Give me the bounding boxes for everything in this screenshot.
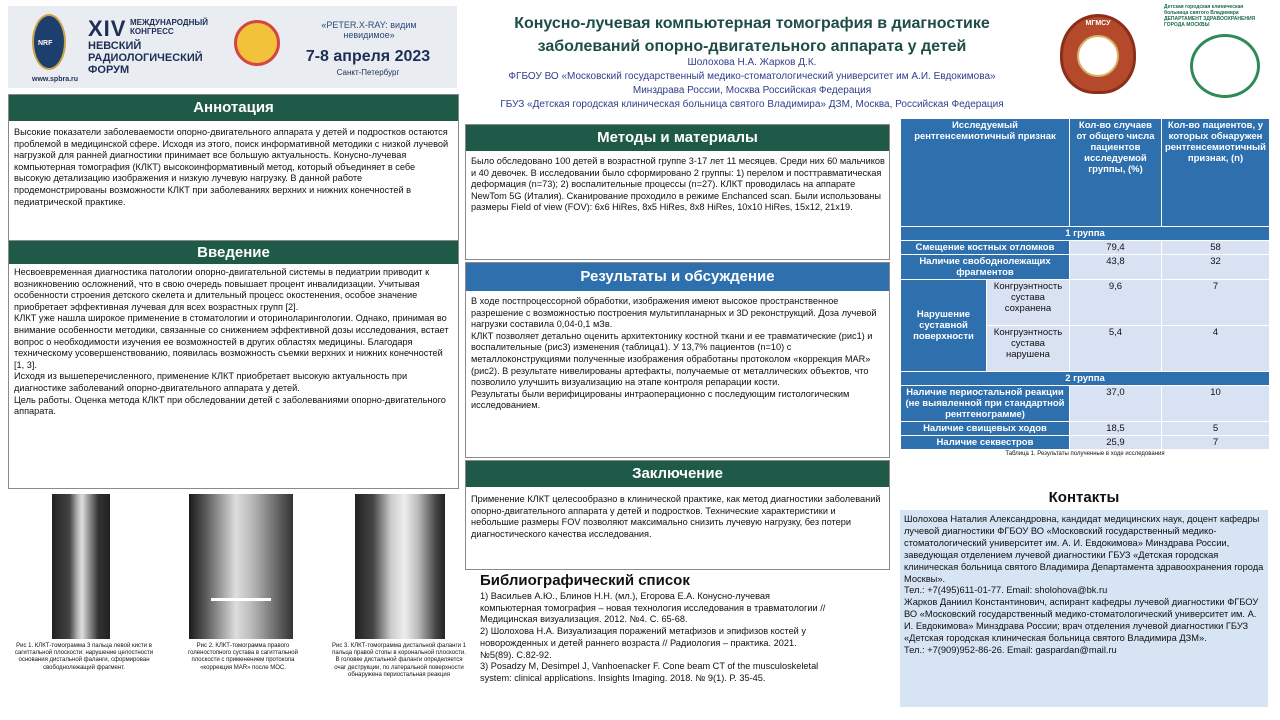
intro-paragraph-4: Цель работы. Оценка метода КЛКТ при обследовании детей с заболеваниями опорно-двигательного аппарата.	[14, 394, 446, 417]
mgmsu-emblem-icon	[1077, 35, 1119, 77]
table-cell-count: 5	[1161, 422, 1269, 436]
results-paragraph-1: В ходе постпроцессорной обработки, изображения имеют высокое пространственное разрешение с возможностью построения мультипланарных и 3D реконструкций. Доза лучевой нагрузки составила 0,04-0,1 мЗв.	[471, 296, 877, 330]
methods-section	[465, 124, 890, 260]
title-line-1: Конусно-лучевая компьютерная томография в диагностике	[514, 15, 990, 32]
congress-label: МЕЖДУНАРОДНЫЙ КОНГРЕСС	[130, 18, 208, 36]
annotation-heading: Аннотация	[9, 95, 458, 121]
table-cell-count: 58	[1161, 241, 1269, 255]
forum-name: НЕВСКИЙ РАДИОЛОГИЧЕСКИЙ ФОРУМ	[88, 40, 203, 76]
forum-city: Санкт-Петербург	[336, 68, 400, 77]
tree-icon	[1190, 34, 1260, 98]
hospital-logo-line-1: Детская городская клиническая	[1164, 4, 1244, 10]
table-cell-count: 32	[1161, 255, 1269, 280]
contact-2-info: Жарков Даниил Константинович, аспирант кафедры лучевой диагностики ФГБОУ ВО «Московский государственный медико-стоматологический университет им. А. И. Евдокимова» Минздрава России; врач отделения лучевой диагностики ГБУЗ «Детская городская клиническая больница святого Владимира ДЗМ».	[904, 597, 1259, 644]
table-cell-percent: 25,9	[1069, 436, 1161, 450]
intro-section	[8, 240, 459, 489]
table-cell-count: 7	[1161, 436, 1269, 450]
table-row-label: Смещение костных отломков	[901, 241, 1070, 255]
table-cell-percent: 18,5	[1069, 422, 1161, 436]
annotation-section	[8, 94, 459, 242]
conference-banner	[8, 6, 457, 88]
forum-motto: «PETER.X-RAY: видим невидимое»	[321, 20, 417, 40]
results-heading: Результаты и обсуждение	[466, 263, 889, 291]
poster-title	[462, 12, 1042, 58]
table-row-label: Наличие свищевых ходов	[901, 422, 1070, 436]
congress-number: XIV	[88, 16, 127, 41]
table-header-count: Кол-во пациентов, у которых обнаружен рентгенсемиотичный признак, (n)	[1161, 119, 1269, 227]
authors-block	[462, 56, 1042, 112]
figure-2-caption: Рис 2. КЛКТ-томограмма правого голеностопного сустава в сагиттальной плоскости с применением протокола «коррекция MAR» после МОС.	[188, 643, 298, 671]
table-cell-count: 10	[1161, 386, 1269, 422]
table-subrow-label: Конгруэнтность сустава нарушена	[987, 326, 1070, 372]
intro-heading: Введение	[9, 241, 458, 264]
table-cell-percent: 79,4	[1069, 241, 1161, 255]
conclusion-heading: Заключение	[466, 461, 889, 487]
results-paragraph-2: КЛКТ позволяет детально оценить архитектонику костной ткани и ее травматические (рис1) и воспалительные (рис3) изменения (таблица1). У 13,7% пациентов (n=10) с металлоконструкциями полученные изображения обработаны протоколом «коррекция MAR» (рис2). В результате нивелированы артефакты, получаемые от металлических объектов, что позволило улучшить визуализацию на этапе контроля репарации кости.	[471, 330, 873, 388]
figure-1-image	[52, 494, 110, 639]
bibliography-item-3: 3) Posadzy M, Desimpel J, Vanhoenacker F. Cone beam CT of the musculoskeletal system: clinical applications. Insights Imaging. 2018. № 9(1). P. 35-45.	[480, 661, 819, 683]
results-paragraph-3: Результаты были верифицированы интраоперационно с последующим гистологическим исследованием.	[471, 388, 850, 411]
hospital-logo-line-4: ГОРОДА МОСКВЫ	[1164, 22, 1210, 28]
bibliography-item-2: 2) Шолохова Н.А. Визуализация поражений метафизов и эпифизов костей у новорожденных и детей раннего возраста // Радиология – практика. 2021. №5(89). С.82-92.	[480, 626, 806, 660]
table-cell-percent: 9,6	[1069, 280, 1161, 326]
title-line-2: заболеваний опорно-двигательного аппарата у детей	[537, 38, 967, 55]
affiliation-2: Минздрава России, Москва Российская Федерация	[632, 85, 872, 96]
figure-3-caption: Рис 3. КЛКТ-томограмма дистальной фаланги 1 пальца правой стопы в корональной плоскости. В головке дистальной фаланги определяется очаг деструкции, по латеральной поверхности обнаружена периостальная реакция	[332, 643, 467, 678]
methods-text: Было обследовано 100 детей в возрастной группе 3-17 лет 11 месяцев. Среди них 60 мальчиков и 40 девочек. В исследовании было сформировано 2 группы: 1) перелом и посттравматическая деформация (n=73); 2) воспалительные процессы (n=27). КЛКТ проводилась на аппарате NewTom 5G (Италия). Сканирование проходило в режиме Enchanced scan. Были использованы размеры Field of view (FOV): 6х6 HiRes, 8х5 HiRes, 8х8 HiRes, 10х10 HiRes, 15х12, 21х19.	[471, 156, 885, 213]
table-row-label: Нарушение суставной поверхности	[901, 280, 987, 372]
annotation-text: Высокие показатели заболеваемости опорно-двигательного аппарата у детей и подростков остаются проблемой в медицинской сфере. Исходя из этого, поиск информативной методики с низкой лучевой нагрузкой для ранней диагностики принимает все большую актуальность. Конусно-лучевая компьютерная томография (КЛКТ) высокоинформативный метод, который объединяет в себе высокую детализацию изображения и низкую лучевую нагрузку. В данной работе продемонстрированы возможности КЛКТ при заболеваниях верхних и нижних конечностей в педиатрической практике.	[14, 127, 449, 207]
table-cell-percent: 43,8	[1069, 255, 1161, 280]
affiliation-1: ФГБОУ ВО «Московский государственный медико-стоматологический университет им А.И. Евдокимова»	[508, 71, 996, 82]
mgmsu-logo-text: МГМСУ	[1085, 20, 1111, 27]
table-cell-count: 7	[1161, 280, 1269, 326]
hospital-logo	[1164, 4, 1276, 100]
table-group-1: 1 группа	[901, 227, 1270, 241]
intro-paragraph-1: Несвоевременная диагностика патологии опорно-двигательной системы в педиатрии приводит к возникновению осложнений, что в свою очередь повышает процент инвалидизации. Учитывая особенности строения детского скелета и длительный процесс окостенения, особое значение приобретает эффективная лучевая для всех возрастных групп [2].	[14, 267, 430, 312]
contact-2-phone-email: Тел.: +7(909)952-86-26. Email: gaspardan@mail.ru	[904, 644, 1117, 655]
results-text	[471, 296, 886, 412]
conclusion-text: Применение КЛКТ целесообразно в клинической практике, как метод диагностики заболеваний опорно-двигательного аппарата у детей и подростков. Технические характеристики и небольшие размеры FOV позволяют максимально снизить лучевую нагрузку, без потери диагностического качества исследования.	[471, 494, 881, 539]
hospital-logo-line-2: больница святого Владимира	[1164, 10, 1239, 16]
table-header-percent: Кол-во случаев от общего числа пациентов исследуемой группы, (%)	[1069, 119, 1161, 227]
figure-1-caption: Рис 1. КЛКТ-томограмма 3 пальца левой кисти в сагиттальной плоскости: нарушение целостности основания дистальной фаланги, сформирован свободнолежащий фрагмент.	[14, 643, 154, 671]
contacts-section	[900, 510, 1268, 707]
forum-dates: 7-8 апреля 2023	[305, 48, 431, 65]
table-row-label: Наличие периостальной реакции (не выявленной при стандартной рентгенограмме)	[901, 386, 1070, 422]
hospital-logo-line-3: ДЕПАРТАМЕНТ ЗДРАВООХРАНЕНИЯ	[1164, 16, 1256, 22]
table-cell-percent: 37,0	[1069, 386, 1161, 422]
contacts-heading: Контакты	[1048, 489, 1120, 506]
nrf-logo-text: NRF	[38, 40, 53, 47]
methods-heading: Методы и материалы	[466, 125, 889, 151]
conclusion-section	[465, 460, 890, 570]
intro-paragraph-2: КЛКТ уже нашла широкое применение в стоматологии и оториноларингологии. Однако, принимая во внимание особенности методики, связанные со снижением эффективной дозы исследования, встает вопрос о необходимости изучения ее возможностей в других областях медицины. Благодаря техническому усовершенствованию, появилась возможность съемки верхних и нижних конечностей [1, 3].	[14, 313, 449, 370]
authors-names: Шолохова Н.А. Жарков Д.К.	[687, 57, 817, 68]
table-row-label: Наличие свободнолежащих фрагментов	[901, 255, 1070, 280]
results-section	[465, 262, 890, 458]
table-group-2: 2 группа	[901, 372, 1270, 386]
table-cell-count: 4	[1161, 326, 1269, 372]
mgmsu-logo	[1060, 14, 1136, 94]
bibliography-section	[480, 572, 826, 685]
table-subrow-label: Конгруэнтность сустава сохранена	[987, 280, 1070, 326]
intro-text	[14, 267, 454, 418]
contact-1-info: Шолохова Наталия Александровна, кандидат медицинских наук, доцент кафедры лучевой диагностики ФГБОУ ВО «Московский государственный медико-стоматологический университет им. А. И. Евдокимова» Минздрава России, заведующая отделением лучевой диагностики ГБУЗ «Детская городская клиническая больница святого Владимира Департамента здравоохранения города Москвы».	[904, 514, 1264, 584]
contact-1-phone-email: Тел.: +7(495)611-01-77. Email: sholohova@bk.ru	[904, 585, 1108, 596]
results-table	[900, 118, 1270, 457]
forum-emblem-icon	[234, 20, 280, 66]
table-header-feature: Исследуемый рентгенсемиотичный признак	[901, 119, 1070, 227]
figure-3-image	[355, 494, 445, 639]
table-caption: Таблица 1. Результаты полученные в ходе исследования	[1005, 451, 1165, 457]
table-row-label: Наличие секвестров	[901, 436, 1070, 450]
forum-site: www.spbra.ru	[32, 76, 79, 83]
intro-paragraph-3: Исходя из вышеперечисленного, применение КЛКТ приобретает высокую актуальность при диагностике заболеваний опорно-двигательного аппарата у детей.	[14, 371, 408, 393]
table-cell-percent: 5,4	[1069, 326, 1161, 372]
bibliography-item-1: 1) Васильев А.Ю., Блинов Н.Н. (мл.), Егорова Е.А. Конусно-лучевая компьютерная томография – новая технология исследования в травматологии // Медицинская визуализация. 2012. №4. С. 65-68.	[480, 591, 826, 625]
figure-2-image	[189, 494, 293, 639]
affiliation-3: ГБУЗ «Детская городская клиническая больница святого Владимира» ДЗМ, Москва, Российская Федерация	[500, 99, 1004, 110]
metal-implant	[211, 598, 271, 601]
bibliography-heading: Библиографический список	[480, 572, 690, 589]
